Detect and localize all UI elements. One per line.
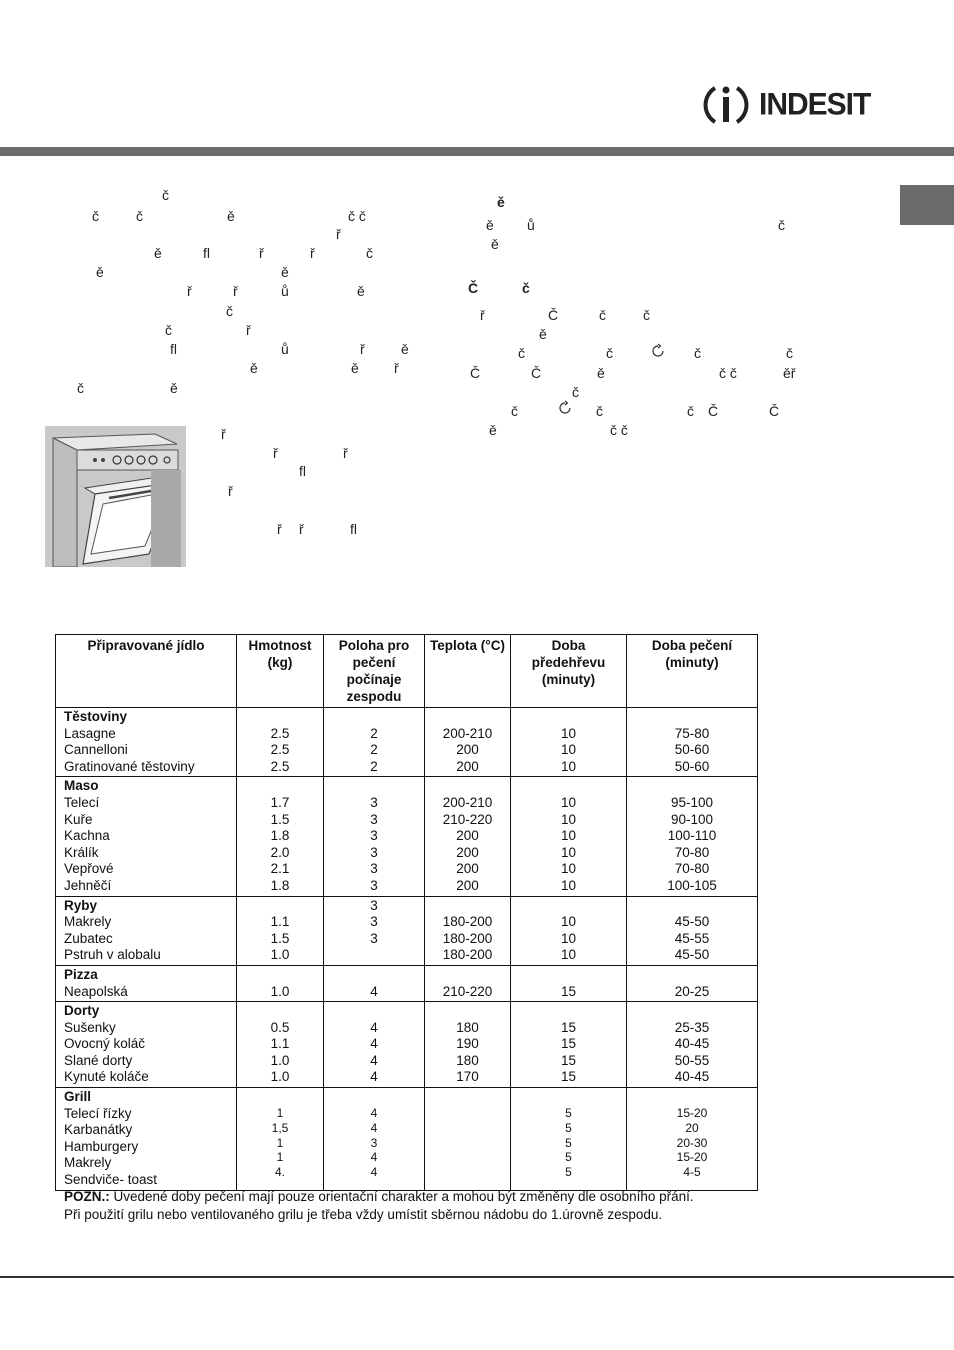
text-fragment: č č	[719, 365, 737, 381]
value: 4	[370, 1069, 378, 1085]
food-cell	[56, 708, 237, 777]
value: 180	[456, 1019, 479, 1035]
note-line-2: Při použití grilu nebo ventilovaného grilu je třeba vždy umístit sběrnou nádobu do 1.úrovně zespodu.	[64, 1207, 663, 1222]
preheat-cell	[511, 1088, 627, 1191]
food-item: Telecí	[64, 794, 100, 810]
position-cell	[324, 1002, 425, 1088]
value: 15	[560, 1019, 577, 1035]
text-fragment: ů	[527, 217, 535, 233]
preheat-cell	[511, 896, 627, 965]
weight-cell	[237, 1002, 324, 1088]
language-tab	[900, 185, 954, 225]
value: 200	[456, 861, 479, 877]
food-cell	[56, 1088, 237, 1191]
text-fragment: č	[606, 345, 613, 361]
text-fragment: ř	[480, 307, 485, 323]
preheat-cell	[511, 777, 627, 896]
value: 1.1	[270, 914, 290, 930]
value: 4	[370, 1120, 378, 1135]
value: 10	[560, 811, 577, 827]
fan-icon	[650, 343, 666, 359]
text-fragment: Č	[531, 365, 542, 381]
text-fragment: ě	[357, 283, 365, 299]
text-fragment: ř	[343, 445, 348, 461]
text-fragment: č	[572, 384, 579, 400]
time-cell	[627, 965, 758, 1001]
text-fragment: č	[226, 303, 233, 319]
temperature-cell	[425, 708, 511, 777]
value: 70-80	[674, 861, 710, 877]
value: 2	[370, 742, 378, 758]
value: 90-100	[670, 811, 714, 827]
food-category: Grill	[64, 1089, 92, 1105]
value: 1	[276, 1106, 284, 1121]
text-fragment: č	[136, 208, 143, 224]
value: 20-30	[676, 1135, 708, 1150]
value: 95-100	[670, 794, 714, 810]
value: 170	[456, 1069, 479, 1085]
preheat-cell	[511, 965, 627, 1001]
value: 180	[456, 1052, 479, 1068]
value: 1.0	[270, 1069, 290, 1085]
text-fragment: ě	[486, 217, 494, 233]
value: 5	[565, 1165, 572, 1180]
col-header-time: Doba pečení (minuty)	[627, 635, 758, 708]
food-item: Sušenky	[64, 1019, 116, 1035]
value: 15	[560, 983, 577, 999]
value: 3	[370, 794, 378, 810]
text-fragment: ě	[497, 194, 505, 210]
value: 1.7	[270, 794, 290, 810]
text-fragment: č	[92, 208, 99, 224]
text-fragment: č	[596, 403, 603, 419]
food-item: Neapolská	[64, 983, 128, 999]
text-fragment: č	[786, 345, 793, 361]
value: 100-110	[667, 828, 717, 844]
food-item: Vepřové	[64, 861, 114, 877]
time-cell	[627, 1088, 758, 1191]
value: 5	[565, 1135, 572, 1150]
text-fragment: ě	[96, 264, 104, 280]
indesit-logo-icon	[703, 80, 753, 130]
text-fragment: Č	[468, 280, 479, 296]
oven-illustration	[45, 426, 186, 567]
value: 0.5	[270, 1019, 290, 1035]
food-category: Ryby	[64, 897, 98, 913]
value: 40-45	[674, 1036, 710, 1052]
time-cell	[627, 708, 758, 777]
value: 2.1	[270, 861, 290, 877]
food-item: Makrely	[64, 914, 112, 930]
text-fragment: ů	[281, 341, 289, 357]
value: 200	[456, 828, 479, 844]
table-row	[56, 1002, 758, 1088]
text-fragment: ě	[489, 422, 497, 438]
value: 1.0	[270, 1052, 290, 1068]
value: 10	[560, 861, 577, 877]
value: 45-50	[674, 947, 710, 963]
food-item: Ovocný koláč	[64, 1036, 146, 1052]
value: 75-80	[674, 725, 710, 741]
value: 3	[370, 930, 378, 946]
food-cell	[56, 896, 237, 965]
position-cell	[324, 1088, 425, 1191]
value: 4.	[274, 1165, 285, 1180]
value: 4-5	[683, 1165, 701, 1180]
weight-cell	[237, 965, 324, 1001]
value: 4	[370, 983, 378, 999]
value: 2.0	[270, 844, 290, 860]
value: 4	[370, 1052, 378, 1068]
food-category: Pizza	[64, 966, 98, 982]
value: 3	[370, 811, 378, 827]
text-fragment: ě	[539, 326, 547, 342]
value: 10	[560, 947, 577, 963]
value: 180-200	[442, 914, 493, 930]
cooking-table	[55, 634, 758, 1191]
text-fragment: ě	[491, 236, 499, 252]
value: 20-25	[674, 983, 710, 999]
value: 1,5	[271, 1120, 289, 1135]
food-item: Telecí řízky	[64, 1105, 132, 1121]
note-line-1: Uvedené doby pečení mají pouze orientační charakter a mohou být změněny dle osobního přání.	[109, 1189, 694, 1204]
text-fragment: ů	[281, 283, 289, 299]
food-item: Hamburgery	[64, 1138, 139, 1154]
value: 10	[560, 794, 577, 810]
value: 15-20	[676, 1106, 708, 1121]
text-fragment: ě	[401, 341, 409, 357]
food-item: Kuře	[64, 811, 93, 827]
text-fragment: č	[599, 307, 606, 323]
text-fragment: fl	[203, 245, 210, 261]
value: 1.5	[270, 811, 290, 827]
text-fragment: Č	[708, 403, 719, 419]
weight-cell	[237, 1088, 324, 1191]
weight-cell	[237, 896, 324, 965]
header-rule	[0, 147, 954, 156]
text-fragment: č	[511, 403, 518, 419]
value: 15-20	[676, 1150, 708, 1165]
value: 200-210	[442, 794, 493, 810]
text-fragment: č č	[348, 208, 366, 224]
text-fragment: ě	[154, 245, 162, 261]
value: 100-105	[667, 877, 717, 893]
value: 10	[560, 758, 577, 774]
food-item: Slané dorty	[64, 1052, 133, 1068]
text-fragment: ř	[187, 283, 192, 299]
value: 45-55	[674, 930, 710, 946]
value: 4	[370, 1165, 378, 1180]
temperature-cell	[425, 965, 511, 1001]
temperature-cell	[425, 1088, 511, 1191]
value: 200	[456, 742, 479, 758]
food-item: Zubatec	[64, 930, 113, 946]
note-label: POZN.:	[64, 1189, 110, 1204]
value: 1.0	[270, 983, 290, 999]
position-cell	[324, 896, 425, 965]
text-fragment: ř	[273, 445, 278, 461]
value: 5	[565, 1106, 572, 1121]
food-item: Králík	[64, 844, 99, 860]
temperature-cell	[425, 777, 511, 896]
value: 50-55	[674, 1052, 710, 1068]
weight-cell	[237, 777, 324, 896]
text-fragment: ř	[277, 521, 282, 537]
food-category: Těstoviny	[64, 709, 128, 724]
text-fragment: fl	[170, 341, 177, 357]
text-fragment: ě	[351, 360, 359, 376]
value: 3	[370, 861, 378, 877]
value: 2	[370, 725, 378, 741]
value: 3	[370, 1135, 378, 1150]
value: 10	[560, 914, 577, 930]
text-fragment: ř	[360, 341, 365, 357]
position-cell	[324, 708, 425, 777]
text-fragment: ř	[228, 483, 233, 499]
value: 15	[560, 1036, 577, 1052]
text-fragment: č	[366, 245, 373, 261]
value: 10	[560, 877, 577, 893]
food-item: Pstruh v alobalu	[64, 947, 161, 963]
text-fragment: ě	[281, 264, 289, 280]
value: 4	[370, 1150, 378, 1165]
brand-logo	[703, 80, 883, 130]
food-item: Lasagne	[64, 725, 116, 741]
position-cell	[324, 777, 425, 896]
value: 3	[370, 844, 378, 860]
text-fragment: ř	[310, 245, 315, 261]
value: 70-80	[674, 844, 710, 860]
value: 180-200	[442, 930, 493, 946]
value: 4	[370, 1106, 378, 1121]
text-fragment: č	[778, 217, 785, 233]
value: 50-60	[674, 742, 710, 758]
text-fragment: ř	[336, 226, 341, 242]
value: 10	[560, 725, 577, 741]
text-fragment: č	[77, 380, 84, 396]
col-header-position: Poloha pro pečení počínaje zespodu	[324, 635, 425, 708]
value: 200	[456, 758, 479, 774]
text-fragment: č	[643, 307, 650, 323]
value: 1.8	[270, 877, 290, 893]
text-fragment: č	[522, 280, 530, 296]
text-fragment: č	[162, 187, 169, 203]
fan-icon	[557, 400, 573, 416]
text-fragment: Č	[769, 403, 780, 419]
preheat-cell	[511, 708, 627, 777]
value: 210-220	[442, 811, 493, 827]
value: 1.1	[270, 1036, 290, 1052]
value: 200	[456, 844, 479, 860]
value: 10	[560, 742, 577, 758]
time-cell	[627, 1002, 758, 1088]
value: 4	[370, 1019, 378, 1035]
food-item: Kynuté koláče	[64, 1069, 149, 1085]
food-item: Cannelloni	[64, 742, 128, 758]
value: 3	[370, 914, 378, 930]
value: 10	[560, 828, 577, 844]
text-fragment: č	[518, 345, 525, 361]
text-fragment: ř	[299, 521, 304, 537]
value: 1	[276, 1150, 284, 1165]
value: 5	[565, 1150, 572, 1165]
text-fragment: Č	[548, 307, 559, 323]
col-header-preheat: Doba předehřevu (minuty)	[511, 635, 627, 708]
value: 1.0	[270, 947, 290, 963]
value: 200-210	[442, 725, 493, 741]
text-fragment: ř	[259, 245, 264, 261]
col-header-weight: Hmotnost (kg)	[237, 635, 324, 708]
time-cell	[627, 896, 758, 965]
value: 3	[370, 828, 378, 844]
food-cell	[56, 1002, 237, 1088]
text-fragment: ě	[170, 380, 178, 396]
value: 2.5	[270, 758, 290, 774]
footnote	[64, 1188, 764, 1224]
value: 1.8	[270, 828, 290, 844]
text-fragment: ř	[221, 426, 226, 442]
value: 5	[565, 1120, 572, 1135]
value: 180-200	[442, 947, 493, 963]
col-header-temperature: Teplota (°C)	[425, 635, 511, 708]
text-fragment: ř	[394, 360, 399, 376]
table-row	[56, 1088, 758, 1191]
weight-cell	[237, 708, 324, 777]
text-fragment: č	[165, 322, 172, 338]
food-cell	[56, 965, 237, 1001]
value: 2.5	[270, 742, 290, 758]
food-category: Maso	[64, 778, 99, 794]
value: 45-50	[674, 914, 710, 930]
food-item: Jehněčí	[64, 877, 112, 893]
value: 200	[456, 877, 479, 893]
value: 190	[456, 1036, 479, 1052]
value: 10	[560, 930, 577, 946]
value: 40-45	[674, 1069, 710, 1085]
value: 3	[370, 897, 378, 913]
food-item: Karbanátky	[64, 1122, 133, 1138]
text-fragment: ě	[597, 365, 605, 381]
value: 50-60	[674, 758, 710, 774]
text-fragment: ě	[227, 208, 235, 224]
table-row	[56, 965, 758, 1001]
time-cell	[627, 777, 758, 896]
table-row	[56, 896, 758, 965]
table-row	[56, 777, 758, 896]
value: 2.5	[270, 725, 290, 741]
footer-rule	[0, 1276, 954, 1278]
preheat-cell	[511, 1002, 627, 1088]
temperature-cell	[425, 1002, 511, 1088]
table-row	[56, 708, 758, 777]
col-header-food: Připravované jídlo	[56, 635, 237, 708]
value: 20	[685, 1120, 699, 1135]
food-item: Makrely	[64, 1155, 112, 1171]
value: 2	[370, 758, 378, 774]
text-fragment: č	[687, 403, 694, 419]
temperature-cell	[425, 896, 511, 965]
position-cell	[324, 965, 425, 1001]
food-category: Dorty	[64, 1003, 100, 1019]
food-cell	[56, 777, 237, 896]
value: 3	[370, 877, 378, 893]
text-fragment: ěř	[783, 365, 796, 381]
value: 10	[560, 844, 577, 860]
text-fragment: ř	[246, 322, 251, 338]
text-fragment: ě	[250, 360, 258, 376]
food-item: Gratinované těstoviny	[64, 758, 195, 774]
text-fragment: č č	[610, 422, 628, 438]
value: 25-35	[674, 1019, 710, 1035]
text-fragment: ř	[233, 283, 238, 299]
food-item: Kachna	[64, 828, 110, 844]
value: 15	[560, 1052, 577, 1068]
value: 4	[370, 1036, 378, 1052]
logo-wordmark: INDESIT	[759, 87, 871, 122]
text-fragment: fl	[350, 521, 357, 537]
table-header-row	[56, 635, 758, 708]
food-item: Sendviče- toast	[64, 1172, 158, 1188]
text-fragment: č	[694, 345, 701, 361]
value: 1	[276, 1135, 284, 1150]
value: 1.5	[270, 930, 290, 946]
text-fragment: Č	[470, 365, 481, 381]
value: 15	[560, 1069, 577, 1085]
text-fragment: fl	[299, 463, 306, 479]
value: 210-220	[442, 983, 493, 999]
